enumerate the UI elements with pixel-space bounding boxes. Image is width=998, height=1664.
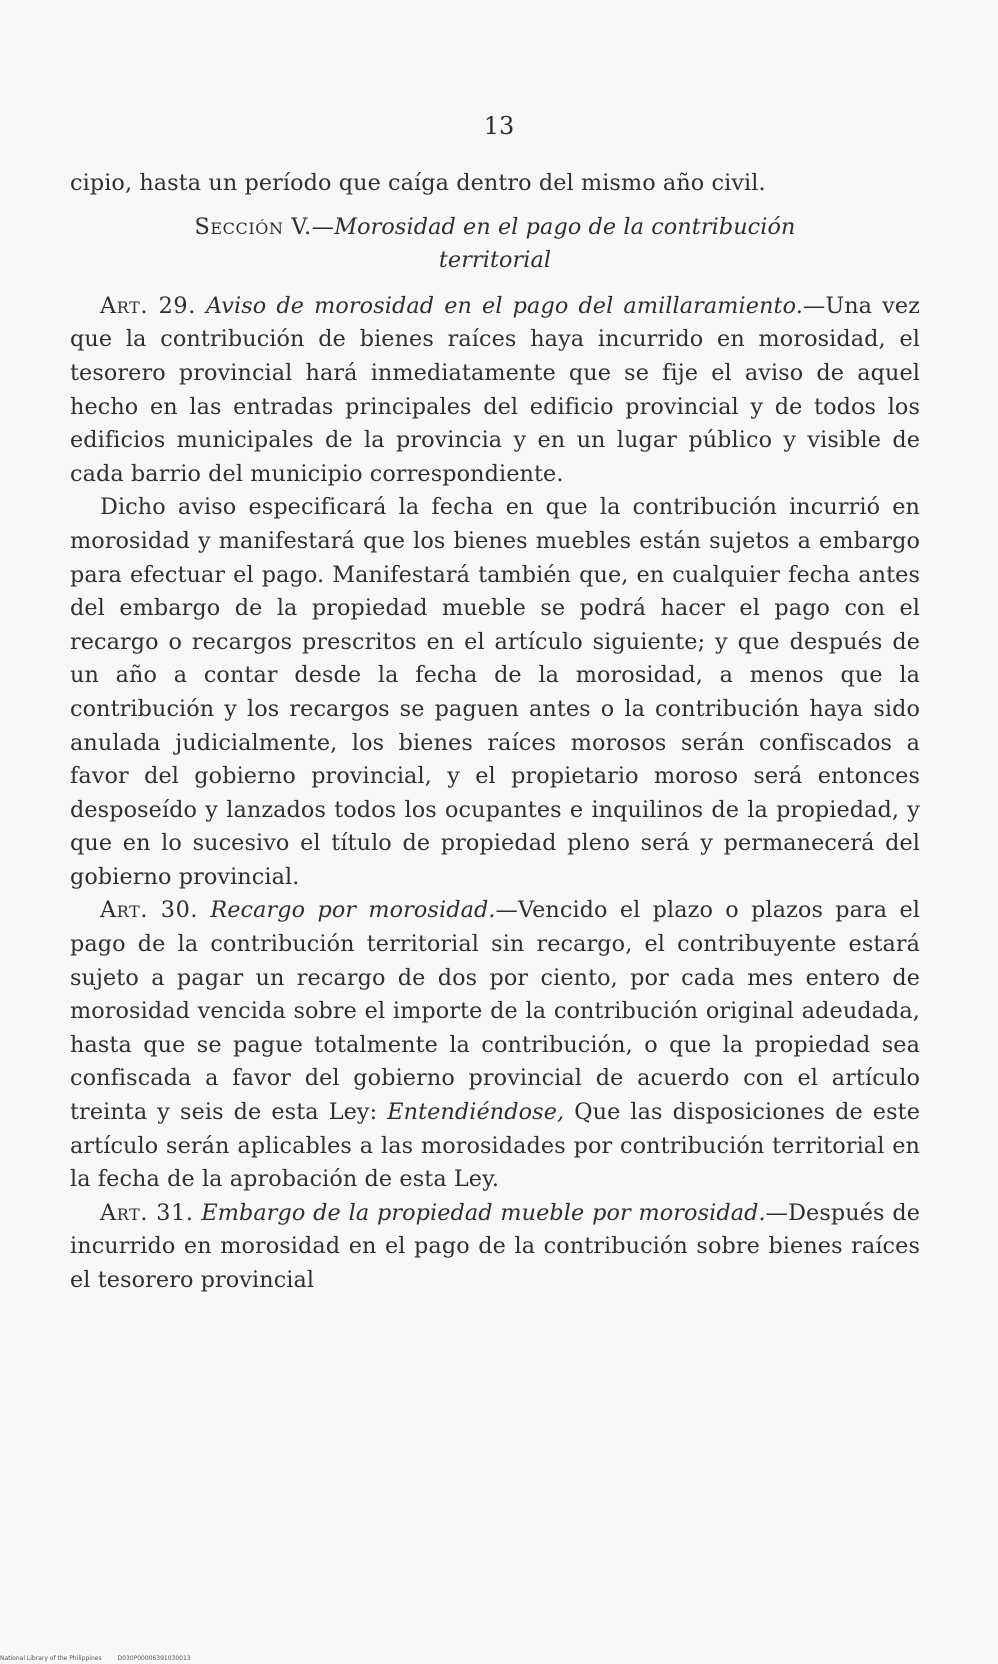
article-29-title: Aviso de morosidad en el pago del amillaramiento.: [206, 292, 803, 319]
article-29-paragraph-2: Dicho aviso especificará la fecha en que la contribución incurrió en morosidad y manifestará que los bienes muebles están sujetos a embargo para efectuar el pago. Manifestará también que, en cualquier fecha antes del embargo de la propiedad mueble se podrá hacer el pago con el recargo o recargos prescritos en el artículo siguiente; y que después de un año a contar desde la fecha de la morosidad, a menos que la contribución y los recargos se paguen antes o la contribución haya sido anulada judicialmente, los bienes raíces morosos serán confiscados a favor del gobierno provincial, y el propietario moroso será entonces desposeído y lanzados todos los ocupantes e inquilinos de la propiedad, y que en lo sucesivo el título de propiedad pleno será y permanecerá del gobierno provincial.: [70, 494, 920, 890]
article-30-proviso: Entendiéndose,: [387, 1099, 565, 1126]
article-30-text: —Vencido el plazo o plazos para el pago de la contribución territorial sin recargo, el contribuyente estará sujeto a pagar un recargo de dos por ciento, por cada mes entero de morosidad vencida sobre el importe de la contribución original adeudada, hasta que se pague totalmente la contribución, o que la propiedad sea confiscada a favor del gobierno provincial de acuerdo con el artículo treinta y seis de esta Ley:: [70, 897, 921, 1126]
article-30-paragraph: [70, 894, 920, 1196]
article-30-label: Art. 30.: [100, 897, 199, 924]
section-dash: —: [311, 213, 335, 240]
section-title-line1: Morosidad en el pago de la contribución: [334, 213, 796, 240]
section-heading: [70, 211, 920, 278]
article-31-label: Art. 31.: [100, 1199, 194, 1226]
article-30-title: Recargo por morosidad.: [210, 897, 496, 924]
continuation-paragraph: cipio, hasta un período que caíga dentro del mismo año civil.: [70, 170, 766, 196]
article-31-text: —Después de incurrido en morosidad en el pago de la contribución sobre bienes raíces el tesorero provincial: [70, 1199, 920, 1293]
article-30-text-after: Que las disposiciones de este artículo serán aplicables a las morosidades por contribución territorial en la fecha de la aprobación de esta Ley.: [70, 1099, 920, 1193]
scan-footer: [0, 1655, 191, 1662]
article-31-title: Embargo de la propiedad mueble por morosidad.: [201, 1199, 766, 1226]
body-text: [70, 167, 920, 1298]
page-number: 13: [483, 112, 515, 140]
article-29-text: —Una vez que la contribución de bienes raíces haya incurrido en morosidad, el tesorero provincial hará inmediatamente que se fije el aviso de aquel hecho en las entradas principales del edificio provincial y de todos los edificios municipales de la provincia y en un lugar público y visible de cada barrio del municipio correspondiente.: [70, 292, 920, 487]
section-title-line2: territorial: [438, 247, 552, 274]
article-31-paragraph: [70, 1197, 920, 1298]
section-label: Sección V.: [194, 213, 312, 240]
article-29-paragraph: [70, 290, 920, 492]
footer-code: D030P00006391030013: [117, 1655, 191, 1662]
article-29-label: Art. 29.: [100, 292, 196, 319]
footer-library: National Library of the Philippines: [0, 1655, 102, 1662]
